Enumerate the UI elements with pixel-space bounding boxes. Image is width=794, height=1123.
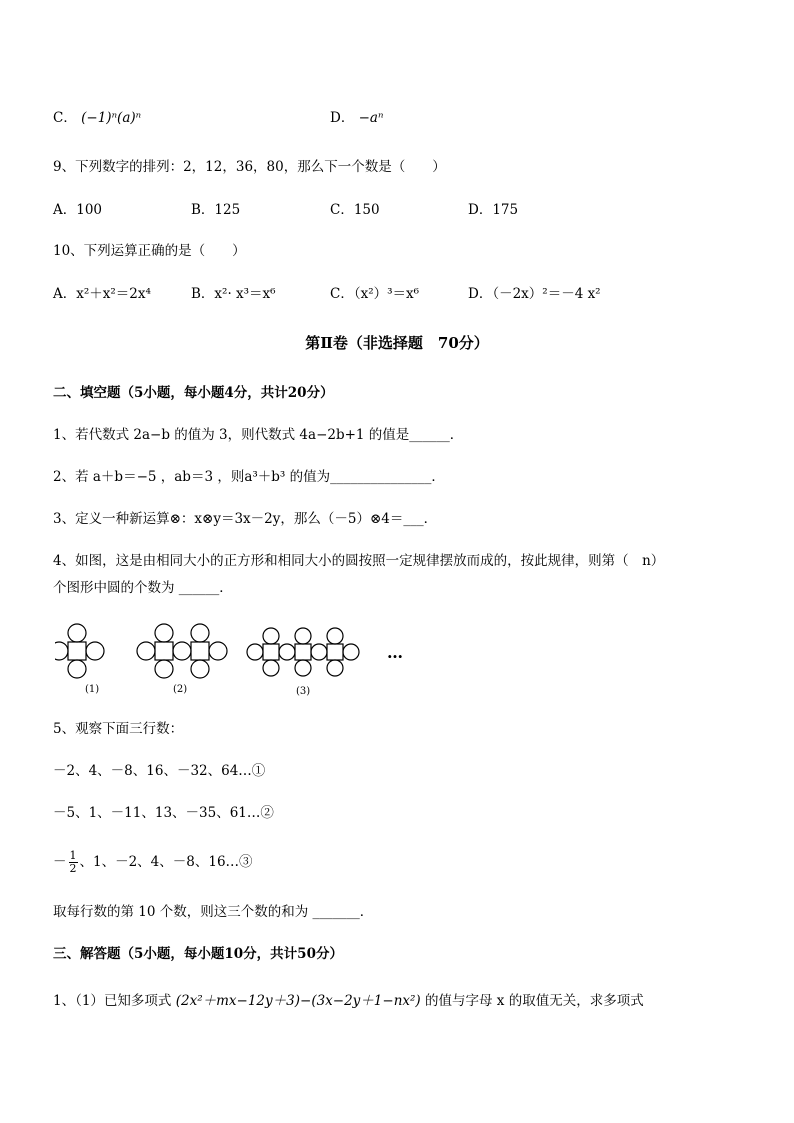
circle-shape — [263, 628, 279, 644]
section2-q5-question: 取每行数的第 10 个数，则这三个数的和为 _______． — [53, 904, 374, 920]
circle-shape — [68, 660, 86, 678]
circle-shape — [263, 660, 279, 676]
section2-q1: 1、若代数式 2a−b 的值为 3，则代数式 4a−2b+1 的值是______． — [53, 427, 464, 443]
q9-option-a: A．100 — [53, 202, 103, 218]
fraction-denominator: 2 — [69, 862, 77, 875]
circle-shape — [295, 628, 311, 644]
square-shape — [155, 642, 173, 660]
q10-option-b: B．x²· x³＝x⁶ — [191, 286, 276, 302]
q9-option-d: D．175 — [468, 202, 519, 218]
q8-option-d-expr: −aⁿ — [358, 110, 384, 126]
circle-shape — [155, 624, 173, 642]
fig-ellipsis: … — [387, 643, 403, 662]
circle-shape — [327, 660, 343, 676]
circle-shape — [155, 660, 173, 678]
square-shape — [327, 644, 343, 660]
section3-q1-suffix: 的值与字母 x 的取值无关，求多项式 — [425, 993, 644, 1009]
row3-prefix: － — [53, 854, 67, 870]
pattern-figure — [55, 622, 415, 698]
square-shape — [295, 644, 311, 660]
section2-heading: 二、填空题（5小题，每小题4分，共计20分） — [53, 385, 334, 401]
section2-q4-line2: 个图形中圆的个数为 ______． — [53, 580, 233, 596]
q9-option-b: B．125 — [191, 202, 241, 218]
fraction-half — [69, 850, 78, 875]
square-shape — [68, 642, 86, 660]
circle-shape — [295, 660, 311, 676]
row3-rest: 、1、－2、4、－8、16…③ — [79, 854, 253, 870]
section2-q5-row1: －2、4、－8、16、－32、64…① — [53, 763, 266, 779]
fig-label-1: (1) — [85, 684, 100, 695]
circle-shape — [55, 642, 68, 660]
section3-q1-polynomial: (2x²＋mx−12y＋3)−(3x−2y＋1−nx²) — [175, 993, 421, 1009]
q10-option-d: D．（－2x）²＝－4 x² — [468, 286, 601, 302]
section3-heading: 三、解答题（5小题，每小题10分，共计50分） — [53, 946, 343, 962]
q8-option-c-expr: (−1)ⁿ(a)ⁿ — [81, 110, 142, 126]
section3-q1-prefix: 1、（1）已知多项式 — [53, 993, 172, 1009]
circle-shape — [191, 660, 209, 678]
q8-option-c-label: C． — [53, 110, 77, 126]
square-shape — [263, 644, 279, 660]
section2-q5-row3 — [53, 847, 253, 877]
section2-q5-intro: 5、观察下面三行数： — [53, 721, 184, 737]
q10-stem: 10、下列运算正确的是（ ） — [53, 243, 246, 259]
fraction-numerator: 1 — [69, 849, 77, 862]
pattern-1 — [55, 624, 104, 678]
circle-shape — [209, 642, 227, 660]
fig-label-3: (3) — [296, 686, 311, 697]
circle-shape — [311, 644, 327, 660]
circle-shape — [68, 624, 86, 642]
q8-option-d — [330, 108, 383, 128]
pattern-2 — [137, 624, 227, 678]
circle-shape — [191, 624, 209, 642]
section2-q5-row2: －5、1、－11、13、－35、61…② — [53, 805, 274, 821]
pattern-3 — [247, 628, 359, 676]
fig-label-2: (2) — [173, 684, 188, 695]
q9-stem: 9、下列数字的排列：2，12，36，80，那么下一个数是（ ） — [53, 159, 446, 175]
part2-title: 第Ⅱ卷（非选择题 70分） — [305, 334, 489, 352]
q8-option-c — [53, 108, 141, 128]
section2-q3: 3、定义一种新运算⊗：x⊗y＝3x－2y，那么（－5）⊗4＝___． — [53, 511, 438, 527]
circle-shape — [173, 642, 191, 660]
circle-shape — [279, 644, 295, 660]
circle-shape — [343, 644, 359, 660]
circle-shape — [86, 642, 104, 660]
section2-q4-line1: 4、如图，这是由相同大小的正方形和相同大小的圆按照一定规律摆放而成的，按此规律，则第（ n） — [53, 553, 665, 569]
square-shape — [191, 642, 209, 660]
q10-option-c: C．（x²）³＝x⁶ — [330, 286, 420, 302]
circle-shape — [327, 628, 343, 644]
q9-option-c: C．150 — [330, 202, 380, 218]
section3-q1 — [53, 991, 644, 1011]
section2-q2: 2、若 a＋b＝−5 ，ab＝3 ，则a³＋b³ 的值为_______________． — [53, 469, 445, 485]
circle-shape — [137, 642, 155, 660]
circle-shape — [247, 644, 263, 660]
q10-option-a: A．x²＋x²＝2x⁴ — [53, 286, 151, 302]
q8-option-d-label: D． — [330, 110, 355, 126]
